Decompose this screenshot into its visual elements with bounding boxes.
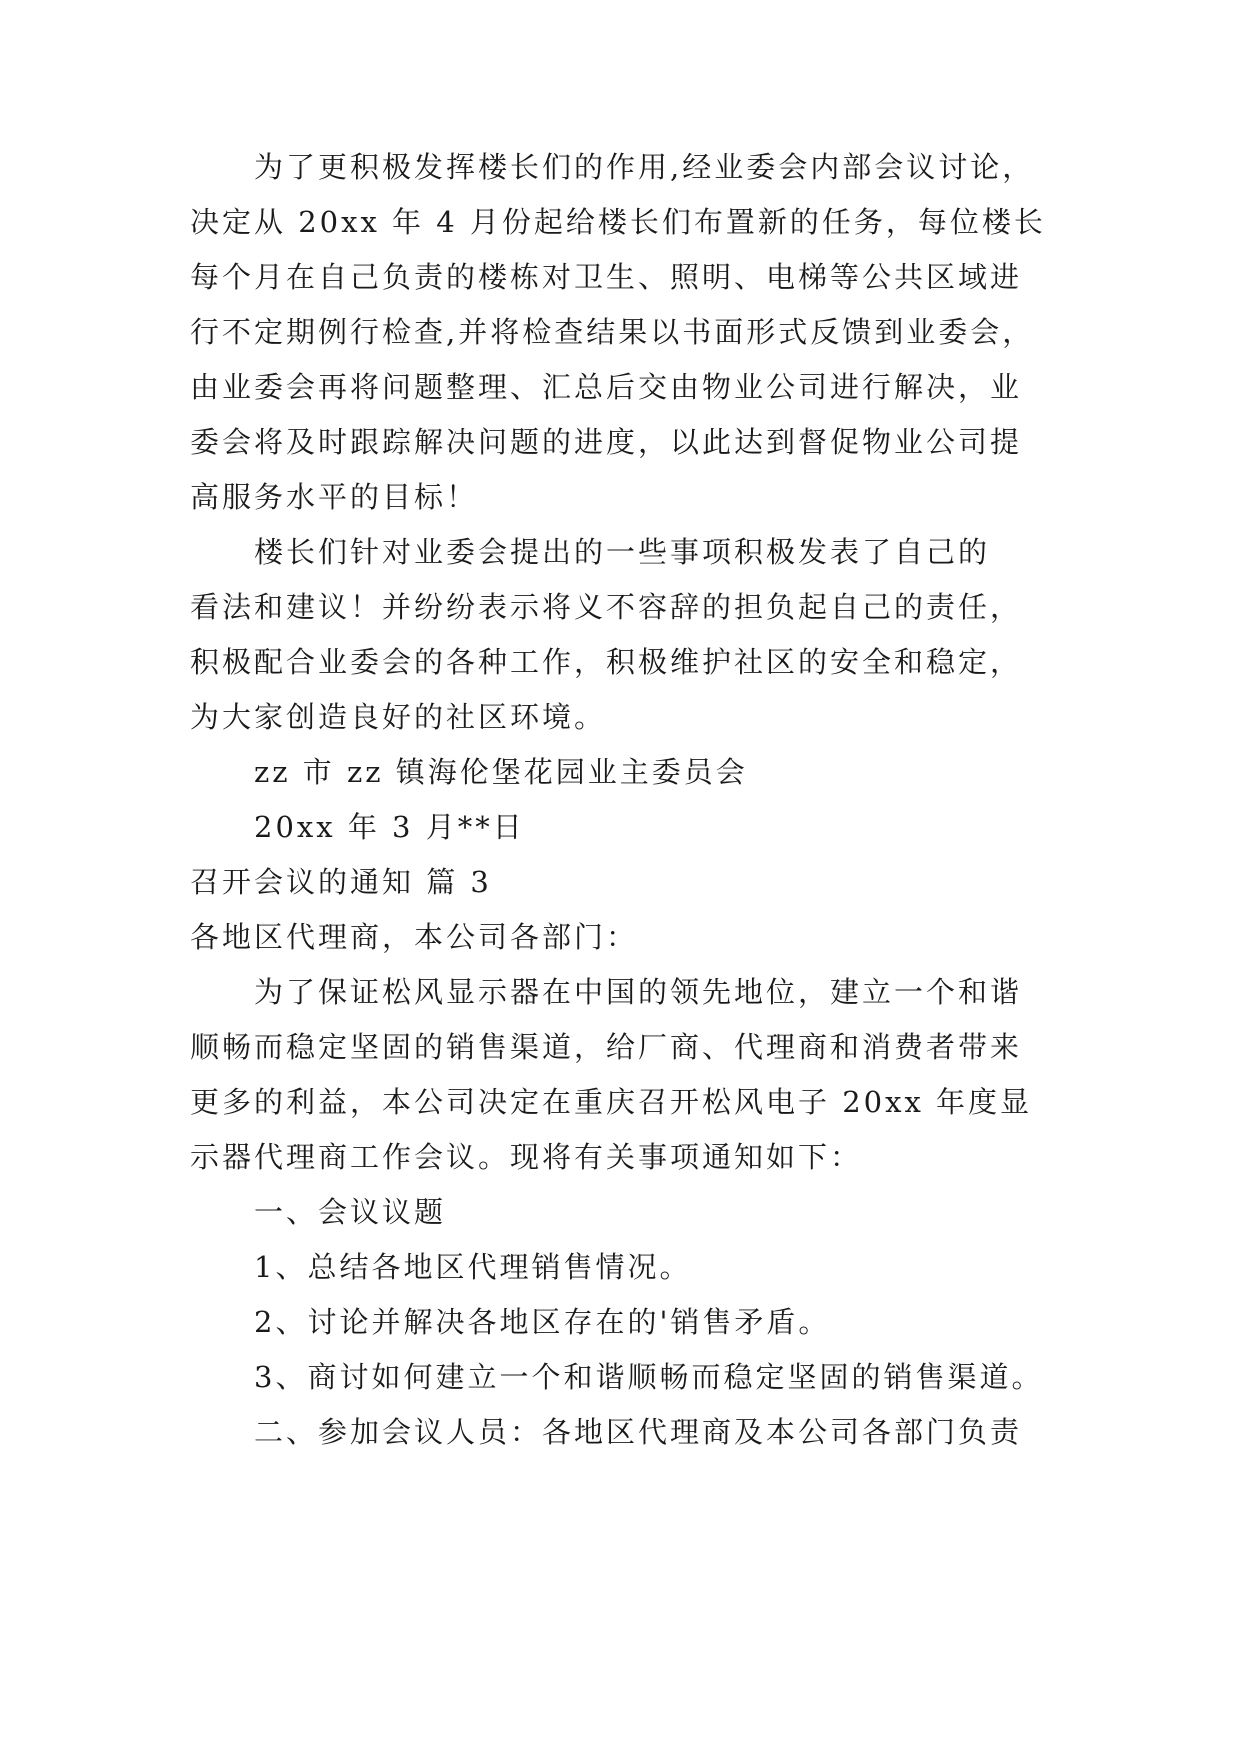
salutation: 各地区代理商，本公司各部门： [190,920,639,954]
paragraph-line: 示器代理商工作会议。现将有关事项通知如下： [190,1140,863,1174]
paragraph-line: 顺畅而稳定坚固的销售渠道，给厂商、代理商和消费者带来 [190,1030,1023,1064]
paragraph-line: 由业委会再将问题整理、汇总后交由物业公司进行解决，业 [190,370,1023,404]
paragraph-line: 积极配合业委会的各种工作，积极维护社区的安全和稳定， [190,645,1023,679]
paragraph-line: 高服务水平的目标！ [190,480,479,514]
list-item: 2、讨论并解决各地区存在的'销售矛盾。 [254,1305,831,1339]
paragraph-line: 更多的利益，本公司决定在重庆召开松风电子 20xx 年度显 [190,1085,1033,1119]
list-item: 3、商讨如何建立一个和谐顺畅而稳定坚固的销售渠道。 [254,1360,1044,1394]
signature-organization: zz 市 zz 镇海伦堡花园业主委员会 [254,755,748,789]
subheading: 一、会议议题 [254,1195,447,1229]
list-item: 1、总结各地区代理销售情况。 [254,1250,692,1284]
signature-date: 20xx 年 3 月**日 [254,810,525,844]
section-heading: 召开会议的通知 篇 3 [190,865,492,899]
paragraph-line: 行不定期例行检查,并将检查结果以书面形式反馈到业委会， [190,315,1035,349]
paragraph-line: 楼长们针对业委会提出的一些事项积极发表了自己的 [254,535,991,569]
paragraph-line: 每个月在自己负责的楼栋对卫生、照明、电梯等公共区域进 [190,260,1023,294]
paragraph-line: 决定从 20xx 年 4 月份起给楼长们布置新的任务，每位楼长 [190,205,1046,239]
paragraph-line: 看法和建议！并纷纷表示将义不容辞的担负起自己的责任， [190,590,1023,624]
paragraph-line: 为大家创造良好的社区环境。 [190,700,607,734]
paragraph-line: 为了保证松风显示器在中国的领先地位，建立一个和谐 [254,975,1023,1009]
paragraph-line: 为了更积极发挥楼长们的作用,经业委会内部会议讨论， [254,150,1035,184]
subheading: 二、参加会议人员：各地区代理商及本公司各部门负责 [254,1415,1023,1449]
paragraph-line: 委会将及时跟踪解决问题的进度，以此达到督促物业公司提 [190,425,1023,459]
